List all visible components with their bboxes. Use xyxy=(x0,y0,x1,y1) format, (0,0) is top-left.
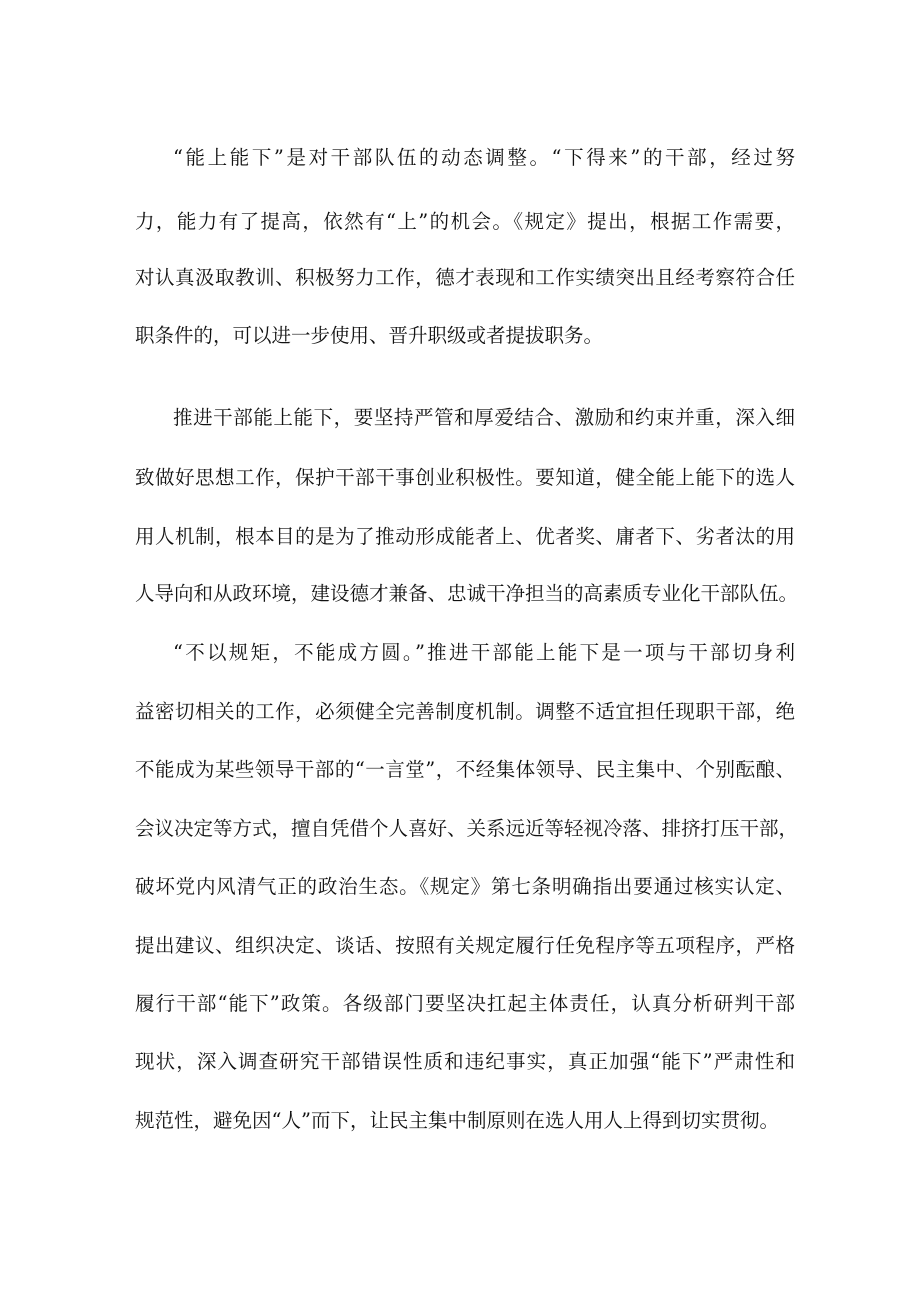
paragraph-2-line-1: 推进干部能上能下，要坚持严管和厚爱结合、激励和约束并重，深入细 xyxy=(173,406,795,429)
paragraph-2-line-2: 致做好思想工作，保护干部干事创业积极性。要知道，健全能上能下的选人 xyxy=(135,466,795,489)
paragraph-2-line-3: 用人机制，根本目的是为了推动形成能者上、优者奖、庸者下、劣者汰的用 xyxy=(135,525,795,548)
paragraph-3-line-1: “不以规矩，不能成方圆。”推进干部能上能下是一项与干部切身利 xyxy=(173,641,795,664)
paragraph-3-line-6: 提出建议、组织决定、谈话、按照有关规定履行任免程序等五项程序，严格 xyxy=(135,934,795,957)
paragraph-3-line-5: 破坏党内风清气正的政治生态。《规定》第七条明确指出要通过核实认定、 xyxy=(135,875,795,898)
paragraph-2-line-4: 人导向和从政环境，建设德才兼备、忠诚干净担当的高素质专业化干部队伍。 xyxy=(135,582,799,605)
paragraph-1-line-4: 职条件的，可以进一步使用、晋升职级或者提拔职务。 xyxy=(135,324,604,347)
paragraph-1-line-1: “能上能下”是对干部队伍的动态调整。“下得来”的干部，经过努 xyxy=(173,146,795,169)
paragraph-3-line-4: 会议决定等方式，擅自凭借个人喜好、关系远近等轻视冷落、排挤打压干部， xyxy=(135,817,799,840)
paragraph-3-line-2: 益密切相关的工作，必须健全完善制度机制。调整不适宜担任现职干部，绝 xyxy=(135,700,795,723)
paragraph-1-line-2: 力，能力有了提高，依然有“上”的机会。《规定》提出，根据工作需要， xyxy=(135,210,795,233)
paragraph-3-line-7: 履行干部“能下”政策。各级部门要坚决扛起主体责任，认真分析研判干部 xyxy=(135,992,795,1015)
paragraph-3-line-9: 规范性，避免因“人”而下，让民主集中制原则在选人用人上得到切实贯彻。 xyxy=(135,1109,779,1132)
paragraph-3-line-8: 现状，深入调查研究干部错误性质和违纪事实，真正加强“能下”严肃性和 xyxy=(135,1050,795,1073)
paragraph-1-line-3: 对认真汲取教训、积极努力工作，德才表现和工作实绩突出且经考察符合任 xyxy=(135,266,795,289)
paragraph-3-line-3: 不能成为某些领导干部的“一言堂”，不经集体领导、民主集中、个别酝酿、 xyxy=(135,758,795,781)
